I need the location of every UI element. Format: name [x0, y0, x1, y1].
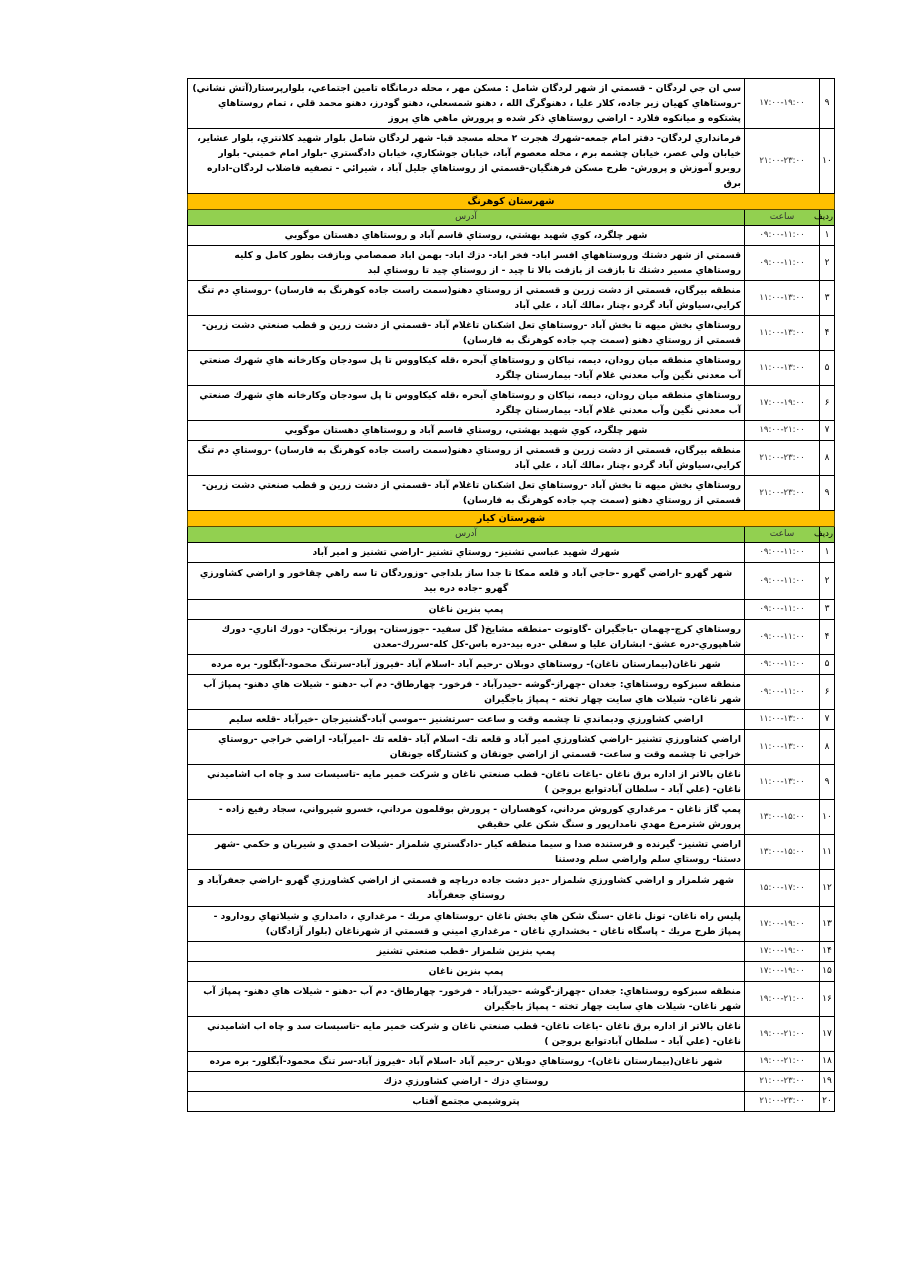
header-time: ساعت [745, 210, 820, 226]
row-number-cell: ۲ [820, 563, 835, 600]
table-row [188, 246, 835, 281]
row-number-cell: ۱۲ [820, 870, 835, 907]
table-row [188, 710, 835, 730]
time-cell: ۰۹:۰۰-۱۱:۰۰ [745, 226, 820, 246]
table-row [188, 1072, 835, 1092]
time-cell: ۱۱:۰۰-۱۳:۰۰ [745, 281, 820, 316]
county-title: شهرستان كوهرنگ [188, 194, 835, 210]
address-cell: روستاهاي منطقه ميان رودان، ديمه، نياكان و روستاهاي آبحره ،قله كيكاووس تا پل سودجان وكارخانه هاي شهرك صنعتي آب معدني نگين وآب معدني غلام آباد- بيمارستان چلگرد [188, 351, 745, 386]
table-row [188, 281, 835, 316]
row-number-cell: ۱ [820, 226, 835, 246]
time-cell: ۱۱:۰۰-۱۳:۰۰ [745, 316, 820, 351]
time-cell: ۲۱:۰۰-۲۳:۰۰ [745, 476, 820, 511]
row-number-cell: ۱۰ [820, 129, 835, 194]
table-row [188, 730, 835, 765]
row-number-cell: ۹ [820, 765, 835, 800]
time-cell: ۱۹:۰۰-۲۱:۰۰ [745, 982, 820, 1017]
row-number-cell: ۹ [820, 79, 835, 129]
header-row-number: رديف [820, 527, 835, 543]
address-cell: روستاهاي بخش ميهه تا بخش آباد -روستاهاي تعل اشكنان تاغلام آباد -قسمتي از دشت زرين و قطب صنعتي دشت زرين-قسمتي از روستاي دهنو (سمت چپ جاده كوهرنگ به فارسان) [188, 476, 745, 511]
time-cell: ۱۹:۰۰-۲۱:۰۰ [745, 1052, 820, 1072]
table-row [188, 421, 835, 441]
row-number-cell: ۲ [820, 246, 835, 281]
time-cell: ۱۹:۰۰-۲۱:۰۰ [745, 1017, 820, 1052]
header-address: آدرس [188, 210, 745, 226]
county-section-header [188, 194, 835, 210]
time-cell: ۱۷:۰۰-۱۹:۰۰ [745, 386, 820, 421]
row-number-cell: ۳ [820, 281, 835, 316]
address-cell: منطقه بيرگان، قسمتي از دشت زرين و قسمتي از روستاي دهنو(سمت راست جاده كوهرنگ به فارسان) -روستاي دم تنگ كرايي،سياوش آباد گردو ،چنار ،مالك آباد ، علي آباد [188, 441, 745, 476]
row-number-cell: ۴ [820, 316, 835, 351]
time-cell: ۲۱:۰۰-۲۳:۰۰ [745, 129, 820, 194]
address-cell: اراضي كشاورزي ودبماندي تا چشمه وقت و ساعت -سرتشنيز --موسي آباد-گشنيزجان -خيرآباد -قلعه سليم [188, 710, 745, 730]
address-cell: شهر چلگرد، كوي شهيد بهشتي، روستاي قاسم آباد و روستاهاي دهستان موگويي [188, 421, 745, 441]
address-cell: روستاي دزك - اراضي كشاورزي دزك [188, 1072, 745, 1092]
row-number-cell: ۱۳ [820, 907, 835, 942]
row-number-cell: ۵ [820, 351, 835, 386]
row-number-cell: ۱۵ [820, 962, 835, 982]
table-row [188, 982, 835, 1017]
address-cell: فرمانداري لردگان- دفتر امام جمعه-شهرك هجرت ۲ محله مسجد قبا- شهر لردگان شامل بلوار شهيد كلانتري، بلوار عشاير، خيابان ولي عصر، خيابان چشمه برم ، محله معصوم آباد، خيابان جوشكاري، خيابان دادگستري -بلوار امام خميني- بلوار روبرو آموزش و پرورش- طرح مسكن فرهنگيان-قسمتي از روستاهاي جليل آباد ، شيرائي - تصفيه فاضلاب لردگان-اداره برق [188, 129, 745, 194]
time-cell: ۰۹:۰۰-۱۱:۰۰ [745, 675, 820, 710]
table-row [188, 835, 835, 870]
time-cell: ۱۱:۰۰-۱۳:۰۰ [745, 710, 820, 730]
row-number-cell: ۵ [820, 655, 835, 675]
county-section-header [188, 511, 835, 527]
address-cell: ناغان بالاتر از اداره برق ناغان -باغات ناغان- قطب صنعتي ناغان و شركت خمير مايه -تاسيسات سد و چاه اب اشاميدني ناغان- (علي آباد - سلطان آبادتوابع بروجن ) [188, 1017, 745, 1052]
outage-schedule-table [187, 78, 835, 1112]
row-number-cell: ۱۹ [820, 1072, 835, 1092]
time-cell: ۰۹:۰۰-۱۱:۰۰ [745, 543, 820, 563]
table-row [188, 351, 835, 386]
time-cell: ۰۹:۰۰-۱۱:۰۰ [745, 655, 820, 675]
address-cell: روستاهاي كرچ-چهمان -باجگيران -گاوتوت -منطقه مشايخ( گل سفيد- -جوزستان- پوراز- برنجگان- دورك اناري- دورك شاهپوري-دره عشق- ابشاران عليا و سفلي -دره بيد-دره باس-كل كله-سررك-معدن [188, 620, 745, 655]
address-cell: سي ان جي لردگان - قسمتي از شهر لردگان شامل : مسكن مهر ، محله درمانگاه تامين اجتماعي، بلوارپرستار(آتش نشاني) -روستاهاي كهيان زير جاده، كلار عليا ، دهنوگرگ الله ، دهنو شمسعلي، دهنو گودرز، دهنو محمد قلي ، تمام روستاهاي پشتكوه و ميانكوه فلارد - اراضي روستاهاي ذكر شده و پرورش ماهي هاي پروز [188, 79, 745, 129]
time-cell: ۲۱:۰۰-۲۳:۰۰ [745, 1072, 820, 1092]
header-row-number: رديف [820, 210, 835, 226]
table-row [188, 655, 835, 675]
table-row [188, 386, 835, 421]
row-number-cell: ۶ [820, 386, 835, 421]
table-row [188, 942, 835, 962]
address-cell: شهر گهرو -اراضي گهرو -حاجي آباد و قلعه ممكا تا جدا ساز بلداجي -وزوردگان تا سه راهي چقاخور و اراضي كشاورزي گهرو -جاده دره بيد [188, 563, 745, 600]
row-number-cell: ۷ [820, 421, 835, 441]
time-cell: ۲۱:۰۰-۲۳:۰۰ [745, 1092, 820, 1112]
row-number-cell: ۳ [820, 600, 835, 620]
table-row [188, 226, 835, 246]
address-cell: منطقه بيرگان، قسمتي از دشت زرين و قسمتي از روستاي دهنو(سمت راست جاده كوهرنگ به فارسان) -روستاي دم تنگ كرايي،سياوش آباد گردو ،چنار ،مالك آباد ، علي آباد [188, 281, 745, 316]
time-cell: ۲۱:۰۰-۲۳:۰۰ [745, 441, 820, 476]
time-cell: ۱۹:۰۰-۲۱:۰۰ [745, 421, 820, 441]
address-cell: روستاهاي منطقه ميان رودان، ديمه، نياكان و روستاهاي آبحره ،قله كيكاووس تا پل سودجان وكارخانه هاي شهرك صنعتي آب معدني نگين وآب معدني غلام آباد- بيمارستان چلگرد [188, 386, 745, 421]
table-row [188, 870, 835, 907]
table-row [188, 675, 835, 710]
address-cell: شهر چلگرد، كوي شهيد بهشتي، روستاي قاسم آباد و روستاهاي دهستان موگويي [188, 226, 745, 246]
row-number-cell: ۷ [820, 710, 835, 730]
address-cell: اراضي تشنيز- گيرنده و فرستنده صدا و سيما منطقه كيار -دادگستري شلمزار -شيلات احمدي و شيريان و حكمي -شهر دستنا- روستاي سلم واراضي سلم ودستنا [188, 835, 745, 870]
table-row [188, 79, 835, 129]
row-number-cell: ۱۶ [820, 982, 835, 1017]
table-row [188, 476, 835, 511]
row-number-cell: ۱۷ [820, 1017, 835, 1052]
address-cell: ناغان بالاتر از اداره برق ناغان -باغات ناغان- قطب صنعتي ناغان و شركت خمير مايه -تاسيسات سد و چاه اب اشاميدني ناغان- (علي آباد - سلطان آبادتوابع بروجن ) [188, 765, 745, 800]
address-cell: اراضي كشاورزي تشنيز -اراضي كشاورزي امير آباد و قلعه تك- اسلام آباد -قلعه تك -اميرآباد- اراضي خراجي -روستاي خراجي تا چشمه وقت و ساعت- قسمتي از اراضي جونقان و كشتارگاه جونقان [188, 730, 745, 765]
address-cell: پمپ بنزين ناغان [188, 962, 745, 982]
address-cell: قسمتي از شهر دشتك وروستاههاي افسر اباد- فخر اباد- دزك اباد- بهمن اباد صمصامي وبازفت بطور كامل و كليه روستاهاي مسير دشتك تا بازفت از بازفت بالا تا چيد - از روستاي چيد تا روستاي لبد [188, 246, 745, 281]
row-number-cell: ۴ [820, 620, 835, 655]
row-number-cell: ۱۴ [820, 942, 835, 962]
time-cell: ۱۱:۰۰-۱۳:۰۰ [745, 351, 820, 386]
table-row [188, 563, 835, 600]
table-row [188, 962, 835, 982]
time-cell: ۰۹:۰۰-۱۱:۰۰ [745, 620, 820, 655]
time-cell: ۱۷:۰۰-۱۹:۰۰ [745, 907, 820, 942]
column-header-row [188, 210, 835, 226]
row-number-cell: ۱۸ [820, 1052, 835, 1072]
header-address: آدرس [188, 527, 745, 543]
time-cell: ۱۷:۰۰-۱۹:۰۰ [745, 79, 820, 129]
address-cell: پمپ بنزين ناغان [188, 600, 745, 620]
address-cell: شهرك شهيد عباسي تشنيز- روستاي تشنيز -اراضي تشنيز و امير آباد [188, 543, 745, 563]
row-number-cell: ۱ [820, 543, 835, 563]
table-row [188, 600, 835, 620]
address-cell: منطقه سبزكوه روستاهاي: جغدان -چهراز-گوشه -حيدرآباد - فرخور- چهارطاق- دم آب -دهنو - شيلات هاي دهنو- پمپاژ آب شهر ناغان- شيلات هاي سايت چهار تخته - پمپاژ باجگيران [188, 982, 745, 1017]
time-cell: ۱۳:۰۰-۱۵:۰۰ [745, 835, 820, 870]
address-cell: شهر ناغان(بيمارستان ناغان)- روستاهاي دوبلان -رحيم آباد -اسلام آباد -فيروز آباد-سرتنگ محمود-آبگلور- بره مرده [188, 655, 745, 675]
address-cell: پمپ گاز ناغان - مرغداري كوروش مرداني، كوهساران - پرورش بوقلمون مرداني، خسرو شيرواني، سجاد رفيع زاده - پرورش شترمرغ مهدي نامدارپور و سنگ شكن علي حقيقي [188, 800, 745, 835]
time-cell: ۱۱:۰۰-۱۳:۰۰ [745, 765, 820, 800]
time-cell: ۱۷:۰۰-۱۹:۰۰ [745, 962, 820, 982]
time-cell: ۰۹:۰۰-۱۱:۰۰ [745, 246, 820, 281]
time-cell: ۱۷:۰۰-۱۹:۰۰ [745, 942, 820, 962]
row-number-cell: ۹ [820, 476, 835, 511]
time-cell: ۰۹:۰۰-۱۱:۰۰ [745, 563, 820, 600]
address-cell: پمپ بنزين شلمزار -قطب صنعتي تشنيز [188, 942, 745, 962]
outage-schedule-page [187, 78, 835, 1112]
address-cell: منطقه سبزكوه روستاهاي: جغدان -چهراز-گوشه -حيدرآباد - فرخور- چهارطاق- دم آب -دهنو - شيلات هاي دهنو- پمپاژ آب شهر ناغان- شيلات هاي سايت چهار تخته - پمپاژ باجگيران [188, 675, 745, 710]
row-number-cell: ۱۱ [820, 835, 835, 870]
row-number-cell: ۸ [820, 730, 835, 765]
time-cell: ۰۹:۰۰-۱۱:۰۰ [745, 600, 820, 620]
table-row [188, 441, 835, 476]
table-row [188, 543, 835, 563]
table-row [188, 800, 835, 835]
time-cell: ۱۵:۰۰-۱۷:۰۰ [745, 870, 820, 907]
table-row [188, 620, 835, 655]
table-row [188, 1017, 835, 1052]
table-row [188, 129, 835, 194]
time-cell: ۱۱:۰۰-۱۳:۰۰ [745, 730, 820, 765]
address-cell: شهر ناغان(بيمارستان ناغان)- روستاهاي دوبلان -رحيم آباد -اسلام آباد -فيروز آباد-سر تنگ محمود-آبگلور- بره مرده [188, 1052, 745, 1072]
address-cell: پليس راه ناغان- تونل ناغان -سنگ شكن هاي بخش ناغان -روستاهاي مريك - مرغداري ، دامداري و شيلاتهاي رودارود - پمپاژ طرح مريك - پاسگاه ناغان - بخشداري ناغان - مرغداري اميني و قسمتي از شهرناغان (بلوار آزادگان) [188, 907, 745, 942]
address-cell: پتروشيمي مجتمع آفتاب [188, 1092, 745, 1112]
header-time: ساعت [745, 527, 820, 543]
table-row [188, 907, 835, 942]
address-cell: روستاهاي بخش ميهه تا بخش آباد -روستاهاي تعل اشكنان تاغلام آباد -قسمتي از دشت زرين و قطب صنعتي دشت زرين-قسمتي از روستاي دهنو (سمت چپ جاده كوهرنگ به فارسان) [188, 316, 745, 351]
table-row [188, 765, 835, 800]
row-number-cell: ۱۰ [820, 800, 835, 835]
row-number-cell: ۲۰ [820, 1092, 835, 1112]
county-title: شهرستان كيار [188, 511, 835, 527]
column-header-row [188, 527, 835, 543]
row-number-cell: ۸ [820, 441, 835, 476]
time-cell: ۱۳:۰۰-۱۵:۰۰ [745, 800, 820, 835]
table-row [188, 1092, 835, 1112]
table-row [188, 1052, 835, 1072]
table-row [188, 316, 835, 351]
row-number-cell: ۶ [820, 675, 835, 710]
address-cell: شهر شلمزار و اراضي كشاورزي شلمزار -ديز دشت جاده درياچه و قسمتي از اراضي كشاورزي گهرو -اراضي جعفرآباد و روستاي جعفرآباد [188, 870, 745, 907]
